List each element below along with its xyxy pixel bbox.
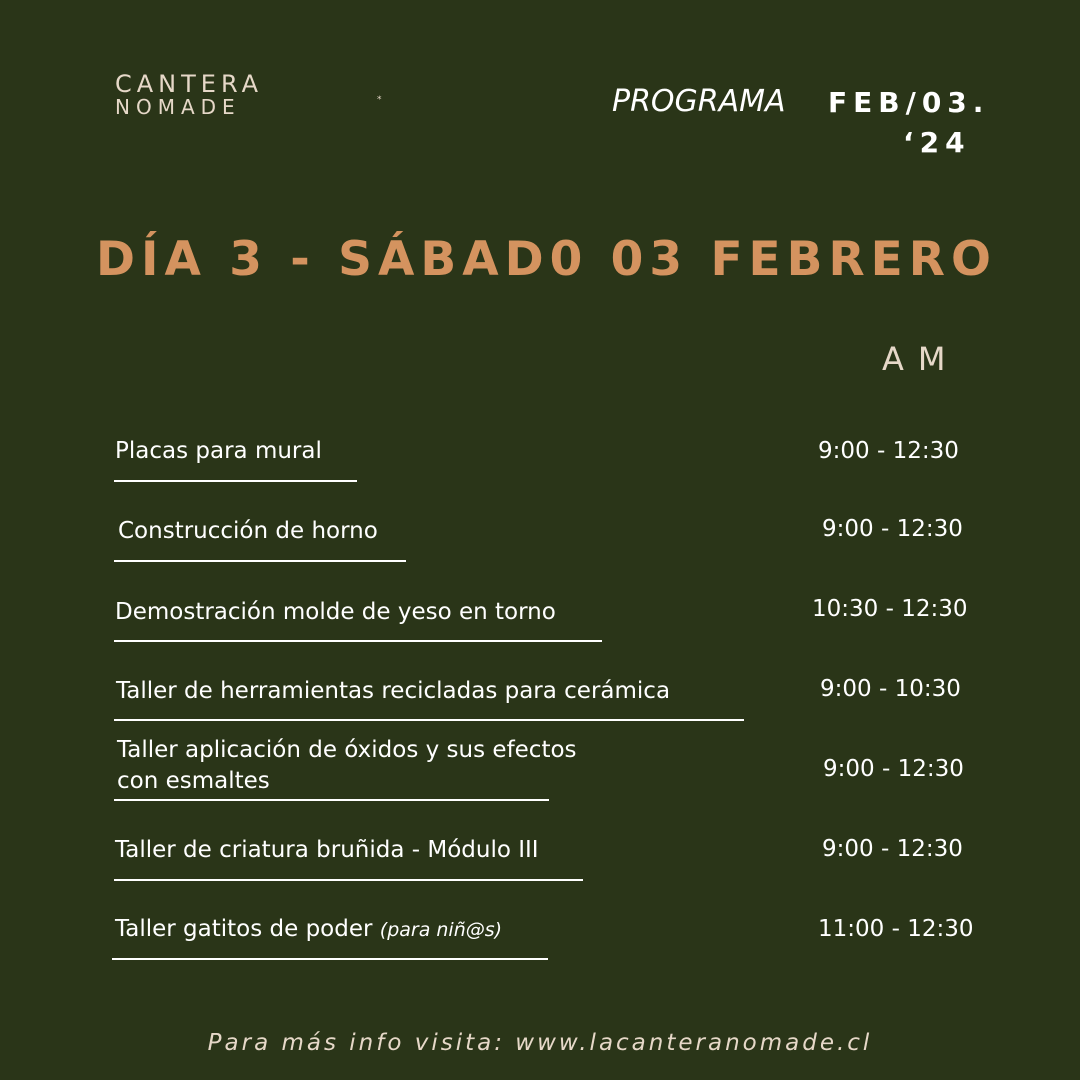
activity-underline xyxy=(114,879,583,881)
activity-time: 9:00 - 12:30 xyxy=(823,756,964,782)
activity-name: Construcción de horno xyxy=(118,518,378,544)
activity-time: 9:00 - 12:30 xyxy=(822,516,963,542)
footer-info: Para más info visita: www.lacanteranomade.cl xyxy=(207,1030,873,1056)
activity-time: 9:00 - 10:30 xyxy=(820,676,961,702)
brand-name-line1: CANTERA xyxy=(115,70,264,98)
activity-name xyxy=(115,914,502,946)
activity-name: Taller de herramientas recicladas para cerámica xyxy=(116,678,671,704)
activity-underline xyxy=(114,719,744,721)
activity-time: 10:30 - 12:30 xyxy=(812,596,968,622)
program-date-line1: FEB/03. xyxy=(828,86,990,119)
activity-name-text: Taller gatitos de poder xyxy=(115,916,373,942)
day-title: DÍA 3 - SÁBAD0 03 FEBRERO xyxy=(96,232,997,287)
activity-underline xyxy=(112,958,548,960)
activity-name: Taller de criatura bruñida - Módulo III xyxy=(115,837,539,863)
activity-time: 11:00 - 12:30 xyxy=(818,916,974,942)
activity-name: Demostración molde de yeso en torno xyxy=(115,599,556,625)
activity-name: Placas para mural xyxy=(115,438,322,464)
activity-note: (para niñ@s) xyxy=(379,919,503,941)
brand-mark: * xyxy=(377,95,382,105)
program-date-line2: ‘24 xyxy=(903,126,971,159)
activity-underline xyxy=(114,480,357,482)
activity-underline xyxy=(114,799,549,801)
brand-name-line2: NOMADE xyxy=(115,95,241,119)
activity-name: Taller aplicación de óxidos y sus efectos xyxy=(117,737,577,763)
activity-name-line2: con esmaltes xyxy=(117,768,270,794)
activity-underline xyxy=(114,640,602,642)
activity-time: 9:00 - 12:30 xyxy=(822,836,963,862)
activity-underline xyxy=(114,560,406,562)
programa-label: PROGRAMA xyxy=(612,84,786,119)
activity-time: 9:00 - 12:30 xyxy=(818,438,959,464)
period-label: AM xyxy=(882,340,960,378)
